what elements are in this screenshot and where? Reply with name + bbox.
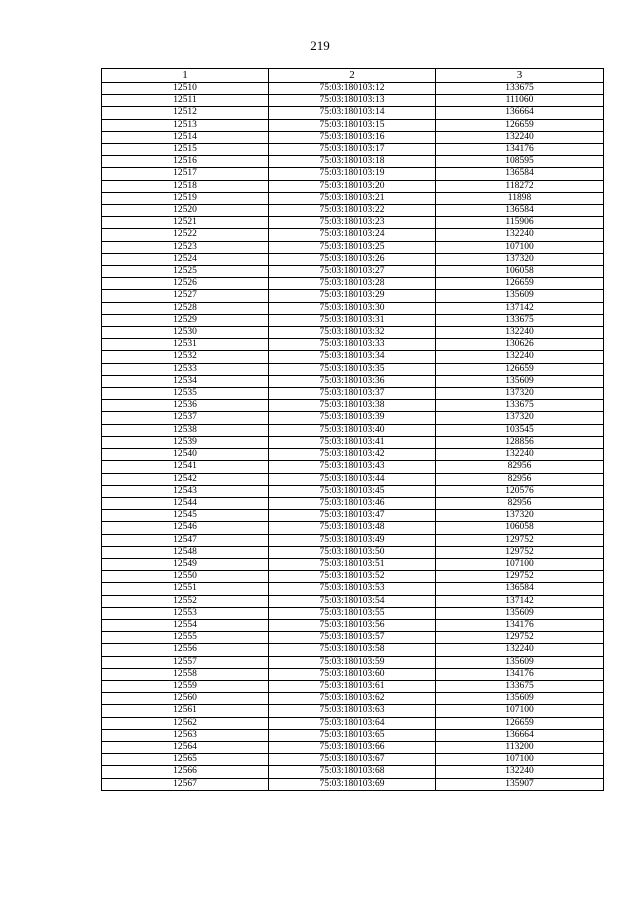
cadastral-number-cell: 75:03:180103:64 xyxy=(269,717,436,729)
value-cell: 103545 xyxy=(436,424,604,436)
value-cell: 132240 xyxy=(436,327,604,339)
table-row xyxy=(102,217,604,229)
value-cell: 107100 xyxy=(436,754,604,766)
cadastral-number-cell: 75:03:180103:32 xyxy=(269,327,436,339)
cadastral-number-cell: 75:03:180103:53 xyxy=(269,583,436,595)
table-row xyxy=(102,607,604,619)
row-number-cell: 12558 xyxy=(102,668,269,680)
cadastral-number-cell: 75:03:180103:66 xyxy=(269,741,436,753)
cadastral-number-cell: 75:03:180103:44 xyxy=(269,473,436,485)
value-cell: 129752 xyxy=(436,632,604,644)
table-row xyxy=(102,266,604,278)
row-number-cell: 12525 xyxy=(102,266,269,278)
table-row xyxy=(102,632,604,644)
table-row xyxy=(102,656,604,668)
value-cell: 135609 xyxy=(436,290,604,302)
table-row xyxy=(102,180,604,192)
row-number-cell: 12555 xyxy=(102,632,269,644)
table-row xyxy=(102,363,604,375)
table-row xyxy=(102,778,604,790)
row-number-cell: 12563 xyxy=(102,729,269,741)
row-number-cell: 12561 xyxy=(102,705,269,717)
table-row xyxy=(102,314,604,326)
row-number-cell: 12533 xyxy=(102,363,269,375)
value-cell: 132240 xyxy=(436,766,604,778)
table-row xyxy=(102,461,604,473)
column-header-3: 3 xyxy=(436,69,604,83)
row-number-cell: 12560 xyxy=(102,693,269,705)
cadastral-number-cell: 75:03:180103:36 xyxy=(269,375,436,387)
table-row xyxy=(102,83,604,95)
cadastral-number-cell: 75:03:180103:68 xyxy=(269,766,436,778)
table-row xyxy=(102,327,604,339)
cadastral-number-cell: 75:03:180103:25 xyxy=(269,241,436,253)
value-cell: 115906 xyxy=(436,217,604,229)
cadastral-number-cell: 75:03:180103:42 xyxy=(269,449,436,461)
row-number-cell: 12511 xyxy=(102,95,269,107)
table-row xyxy=(102,705,604,717)
value-cell: 82956 xyxy=(436,497,604,509)
value-cell: 137320 xyxy=(436,412,604,424)
cadastral-number-cell: 75:03:180103:54 xyxy=(269,595,436,607)
row-number-cell: 12521 xyxy=(102,217,269,229)
row-number-cell: 12540 xyxy=(102,449,269,461)
row-number-cell: 12516 xyxy=(102,156,269,168)
table-row xyxy=(102,436,604,448)
value-cell: 106058 xyxy=(436,522,604,534)
table-row xyxy=(102,717,604,729)
cadastral-number-cell: 75:03:180103:52 xyxy=(269,571,436,583)
value-cell: 132240 xyxy=(436,449,604,461)
table-row xyxy=(102,205,604,217)
row-number-cell: 12546 xyxy=(102,522,269,534)
value-cell: 126659 xyxy=(436,363,604,375)
table-row xyxy=(102,497,604,509)
table-row xyxy=(102,107,604,119)
row-number-cell: 12512 xyxy=(102,107,269,119)
value-cell: 136584 xyxy=(436,168,604,180)
value-cell: 111060 xyxy=(436,95,604,107)
table-row xyxy=(102,741,604,753)
value-cell: 133675 xyxy=(436,400,604,412)
row-number-cell: 12534 xyxy=(102,375,269,387)
row-number-cell: 12565 xyxy=(102,754,269,766)
row-number-cell: 12543 xyxy=(102,485,269,497)
cadastral-number-cell: 75:03:180103:56 xyxy=(269,619,436,631)
row-number-cell: 12518 xyxy=(102,180,269,192)
row-number-cell: 12529 xyxy=(102,314,269,326)
row-number-cell: 12524 xyxy=(102,253,269,265)
row-number-cell: 12526 xyxy=(102,278,269,290)
cadastral-number-cell: 75:03:180103:35 xyxy=(269,363,436,375)
cadastral-number-cell: 75:03:180103:69 xyxy=(269,778,436,790)
cadastral-number-cell: 75:03:180103:22 xyxy=(269,205,436,217)
row-number-cell: 12532 xyxy=(102,351,269,363)
row-number-cell: 12556 xyxy=(102,644,269,656)
cadastral-number-cell: 75:03:180103:57 xyxy=(269,632,436,644)
cadastral-number-cell: 75:03:180103:47 xyxy=(269,510,436,522)
table-row xyxy=(102,571,604,583)
value-cell: 136664 xyxy=(436,107,604,119)
row-number-cell: 12541 xyxy=(102,461,269,473)
row-number-cell: 12515 xyxy=(102,144,269,156)
cadastral-number-cell: 75:03:180103:49 xyxy=(269,534,436,546)
cadastral-number-cell: 75:03:180103:21 xyxy=(269,192,436,204)
row-number-cell: 12530 xyxy=(102,327,269,339)
cadastral-number-cell: 75:03:180103:67 xyxy=(269,754,436,766)
table-row xyxy=(102,485,604,497)
value-cell: 129752 xyxy=(436,546,604,558)
cadastral-number-cell: 75:03:180103:43 xyxy=(269,461,436,473)
row-number-cell: 12536 xyxy=(102,400,269,412)
value-cell: 129752 xyxy=(436,534,604,546)
cadastral-number-cell: 75:03:180103:55 xyxy=(269,607,436,619)
table-row xyxy=(102,95,604,107)
value-cell: 132240 xyxy=(436,644,604,656)
cadastral-number-cell: 75:03:180103:41 xyxy=(269,436,436,448)
table-row xyxy=(102,156,604,168)
row-number-cell: 12510 xyxy=(102,83,269,95)
value-cell: 133675 xyxy=(436,314,604,326)
row-number-cell: 12527 xyxy=(102,290,269,302)
table-row xyxy=(102,144,604,156)
value-cell: 132240 xyxy=(436,351,604,363)
cadastral-number-cell: 75:03:180103:17 xyxy=(269,144,436,156)
value-cell: 137142 xyxy=(436,595,604,607)
row-number-cell: 12545 xyxy=(102,510,269,522)
row-number-cell: 12554 xyxy=(102,619,269,631)
cadastral-number-cell: 75:03:180103:59 xyxy=(269,656,436,668)
row-number-cell: 12567 xyxy=(102,778,269,790)
value-cell: 126659 xyxy=(436,717,604,729)
cadastral-number-cell: 75:03:180103:33 xyxy=(269,339,436,351)
cadastral-number-cell: 75:03:180103:15 xyxy=(269,119,436,131)
row-number-cell: 12551 xyxy=(102,583,269,595)
table-row xyxy=(102,302,604,314)
value-cell: 82956 xyxy=(436,473,604,485)
cadastral-number-cell: 75:03:180103:65 xyxy=(269,729,436,741)
page-number: 219 xyxy=(310,38,330,53)
value-cell: 132240 xyxy=(436,131,604,143)
cadastral-number-cell: 75:03:180103:26 xyxy=(269,253,436,265)
cadastral-number-cell: 75:03:180103:40 xyxy=(269,424,436,436)
table-row xyxy=(102,253,604,265)
row-number-cell: 12548 xyxy=(102,546,269,558)
row-number-cell: 12531 xyxy=(102,339,269,351)
cadastral-number-cell: 75:03:180103:51 xyxy=(269,558,436,570)
table-row xyxy=(102,119,604,131)
value-cell: 134176 xyxy=(436,619,604,631)
row-number-cell: 12513 xyxy=(102,119,269,131)
row-number-cell: 12522 xyxy=(102,229,269,241)
table-row xyxy=(102,400,604,412)
row-number-cell: 12550 xyxy=(102,571,269,583)
cadastral-number-cell: 75:03:180103:50 xyxy=(269,546,436,558)
value-cell: 135609 xyxy=(436,656,604,668)
table-row xyxy=(102,192,604,204)
table-row xyxy=(102,375,604,387)
row-number-cell: 12553 xyxy=(102,607,269,619)
row-number-cell: 12528 xyxy=(102,302,269,314)
column-header-1: 1 xyxy=(102,69,269,83)
cadastral-number-cell: 75:03:180103:28 xyxy=(269,278,436,290)
value-cell: 135609 xyxy=(436,375,604,387)
row-number-cell: 12562 xyxy=(102,717,269,729)
value-cell: 120576 xyxy=(436,485,604,497)
cadastral-number-cell: 75:03:180103:34 xyxy=(269,351,436,363)
table-row xyxy=(102,510,604,522)
row-number-cell: 12557 xyxy=(102,656,269,668)
table-row xyxy=(102,241,604,253)
value-cell: 136664 xyxy=(436,729,604,741)
value-cell: 107100 xyxy=(436,241,604,253)
table-row xyxy=(102,680,604,692)
cadastral-number-cell: 75:03:180103:29 xyxy=(269,290,436,302)
row-number-cell: 12535 xyxy=(102,388,269,400)
row-number-cell: 12520 xyxy=(102,205,269,217)
value-cell: 137320 xyxy=(436,510,604,522)
value-cell: 108595 xyxy=(436,156,604,168)
cadastral-number-cell: 75:03:180103:12 xyxy=(269,83,436,95)
table-row xyxy=(102,534,604,546)
value-cell: 107100 xyxy=(436,705,604,717)
table-row xyxy=(102,131,604,143)
row-number-cell: 12559 xyxy=(102,680,269,692)
header-row xyxy=(102,69,604,83)
value-cell: 135609 xyxy=(436,693,604,705)
table-row xyxy=(102,412,604,424)
row-number-cell: 12537 xyxy=(102,412,269,424)
cadastral-number-cell: 75:03:180103:13 xyxy=(269,95,436,107)
row-number-cell: 12564 xyxy=(102,741,269,753)
cadastral-number-cell: 75:03:180103:20 xyxy=(269,180,436,192)
value-cell: 130626 xyxy=(436,339,604,351)
row-number-cell: 12538 xyxy=(102,424,269,436)
cadastral-number-cell: 75:03:180103:38 xyxy=(269,400,436,412)
row-number-cell: 12514 xyxy=(102,131,269,143)
table-body xyxy=(102,83,604,791)
table-row xyxy=(102,388,604,400)
table-row xyxy=(102,644,604,656)
value-cell: 137320 xyxy=(436,253,604,265)
table-row xyxy=(102,339,604,351)
cadastral-number-cell: 75:03:180103:23 xyxy=(269,217,436,229)
table-row xyxy=(102,546,604,558)
value-cell: 11898 xyxy=(436,192,604,204)
value-cell: 136584 xyxy=(436,205,604,217)
table-row xyxy=(102,449,604,461)
value-cell: 113200 xyxy=(436,741,604,753)
value-cell: 137320 xyxy=(436,388,604,400)
table-row xyxy=(102,754,604,766)
cadastral-number-cell: 75:03:180103:58 xyxy=(269,644,436,656)
data-table xyxy=(101,68,604,791)
cadastral-number-cell: 75:03:180103:63 xyxy=(269,705,436,717)
row-number-cell: 12542 xyxy=(102,473,269,485)
table-row xyxy=(102,729,604,741)
value-cell: 128856 xyxy=(436,436,604,448)
table-row xyxy=(102,473,604,485)
cadastral-number-cell: 75:03:180103:30 xyxy=(269,302,436,314)
value-cell: 133675 xyxy=(436,83,604,95)
row-number-cell: 12544 xyxy=(102,497,269,509)
cadastral-number-cell: 75:03:180103:39 xyxy=(269,412,436,424)
cadastral-number-cell: 75:03:180103:16 xyxy=(269,131,436,143)
row-number-cell: 12539 xyxy=(102,436,269,448)
table-row xyxy=(102,766,604,778)
row-number-cell: 12549 xyxy=(102,558,269,570)
row-number-cell: 12523 xyxy=(102,241,269,253)
value-cell: 137142 xyxy=(436,302,604,314)
table-row xyxy=(102,522,604,534)
table-header xyxy=(102,69,604,83)
column-header-2: 2 xyxy=(269,69,436,83)
value-cell: 132240 xyxy=(436,229,604,241)
row-number-cell: 12552 xyxy=(102,595,269,607)
cadastral-number-cell: 75:03:180103:31 xyxy=(269,314,436,326)
table-row xyxy=(102,278,604,290)
cadastral-number-cell: 75:03:180103:61 xyxy=(269,680,436,692)
cadastral-number-cell: 75:03:180103:46 xyxy=(269,497,436,509)
value-cell: 134176 xyxy=(436,144,604,156)
value-cell: 82956 xyxy=(436,461,604,473)
cadastral-number-cell: 75:03:180103:14 xyxy=(269,107,436,119)
row-number-cell: 12566 xyxy=(102,766,269,778)
row-number-cell: 12517 xyxy=(102,168,269,180)
value-cell: 126659 xyxy=(436,119,604,131)
cadastral-number-cell: 75:03:180103:37 xyxy=(269,388,436,400)
cadastral-number-cell: 75:03:180103:18 xyxy=(269,156,436,168)
value-cell: 133675 xyxy=(436,680,604,692)
cadastral-number-cell: 75:03:180103:45 xyxy=(269,485,436,497)
value-cell: 118272 xyxy=(436,180,604,192)
value-cell: 129752 xyxy=(436,571,604,583)
value-cell: 135907 xyxy=(436,778,604,790)
table-row xyxy=(102,290,604,302)
table-row xyxy=(102,583,604,595)
cadastral-number-cell: 75:03:180103:48 xyxy=(269,522,436,534)
value-cell: 107100 xyxy=(436,558,604,570)
row-number-cell: 12547 xyxy=(102,534,269,546)
value-cell: 126659 xyxy=(436,278,604,290)
table-row xyxy=(102,668,604,680)
cadastral-number-cell: 75:03:180103:27 xyxy=(269,266,436,278)
table-row xyxy=(102,351,604,363)
value-cell: 134176 xyxy=(436,668,604,680)
value-cell: 135609 xyxy=(436,607,604,619)
cadastral-number-cell: 75:03:180103:60 xyxy=(269,668,436,680)
table-row xyxy=(102,558,604,570)
table-row xyxy=(102,619,604,631)
cadastral-number-cell: 75:03:180103:19 xyxy=(269,168,436,180)
table-row xyxy=(102,424,604,436)
table-row xyxy=(102,168,604,180)
table-row xyxy=(102,595,604,607)
value-cell: 106058 xyxy=(436,266,604,278)
cadastral-number-cell: 75:03:180103:62 xyxy=(269,693,436,705)
value-cell: 136584 xyxy=(436,583,604,595)
row-number-cell: 12519 xyxy=(102,192,269,204)
cadastral-number-cell: 75:03:180103:24 xyxy=(269,229,436,241)
table-row xyxy=(102,693,604,705)
table-row xyxy=(102,229,604,241)
